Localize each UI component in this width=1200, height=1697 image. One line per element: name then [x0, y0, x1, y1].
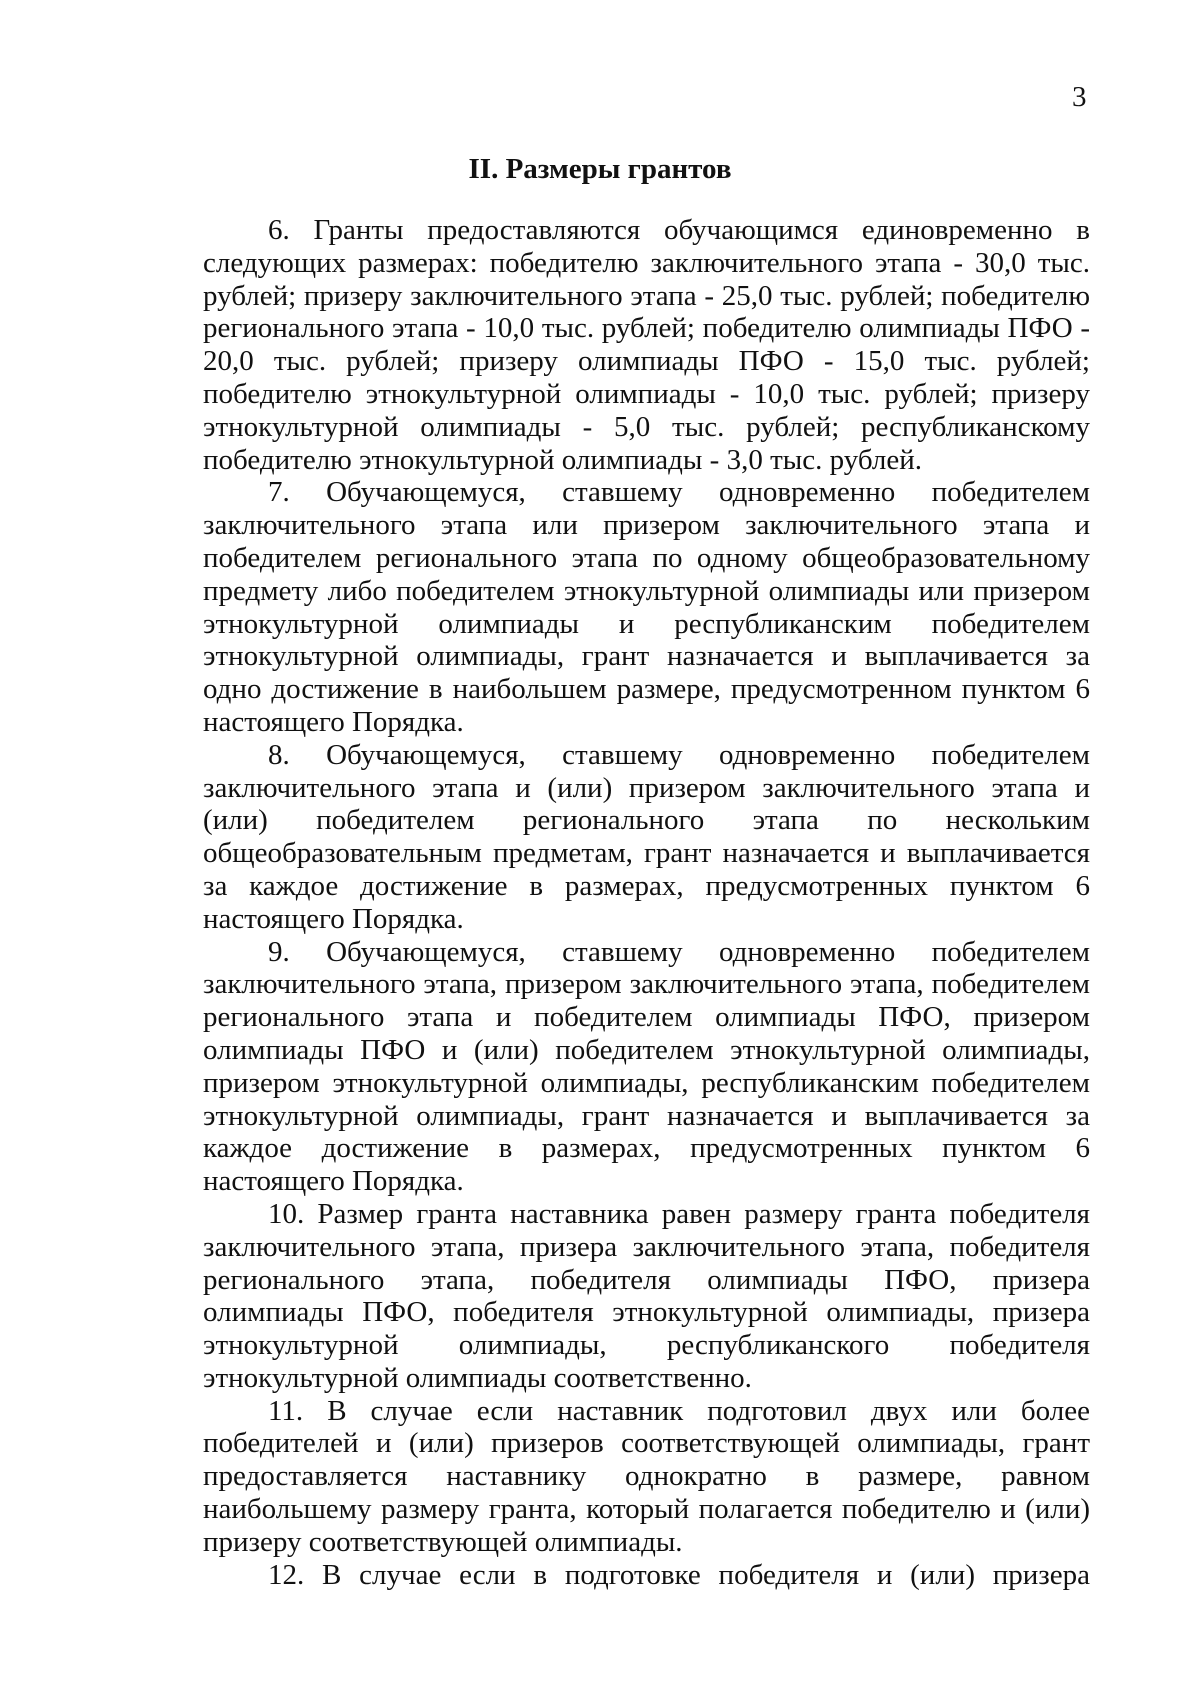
paragraph-6: 6. Гранты предоставляются обучающимся единовременно в следующих размерах: победителю заключительного этапа - 30,0 тыс. рублей; призеру заключительного этапа - 25,0 тыс. рублей; победителю регионального этапа - 10,0 тыс. рублей; победителю олимпиады ПФО - 20,0 тыс. рублей; призеру олимпиады ПФО - 15,0 тыс. рублей; победителю этнокультурной олимпиады - 10,0 тыс. рублей; призеру этнокультурной олимпиады - 5,0 тыс. рублей; республиканскому победителю этнокультурной олимпиады - 3,0 тыс. рублей. [203, 214, 1090, 476]
paragraph-11: 11. В случае если наставник подготовил двух или более победителей и (или) призеров соответствующей олимпиады, грант предоставляется наставнику однократно в размере, равном наибольшему размеру гранта, который полагается победителю и (или) призеру соответствующей олимпиады. [203, 1394, 1090, 1558]
paragraph-7: 7. Обучающемуся, ставшему одновременно победителем заключительного этапа или призером заключительного этапа и победителем регионального этапа по одному общеобразовательному предмету либо победителем этнокультурной олимпиады или призером этнокультурной олимпиады и республиканским победителем этнокультурной олимпиады, грант назначается и выплачивается за одно достижение в наибольшем размере, предусмотренном пунктом 6 настоящего Порядка. [203, 476, 1090, 738]
paragraph-8: 8. Обучающемуся, ставшему одновременно победителем заключительного этапа и (или) призером заключительного этапа и (или) победителем регионального этапа по нескольким общеобразовательным предметам, грант назначается и выплачивается за каждое достижение в размерах, предусмотренных пунктом 6 настоящего Порядка. [203, 738, 1090, 935]
page-number: 3 [1072, 81, 1087, 113]
paragraph-12: 12. В случае если в подготовке победителя и (или) призера [268, 1558, 1090, 1591]
section-title: II. Размеры грантов [468, 153, 732, 185]
paragraph-9: 9. Обучающемуся, ставшему одновременно победителем заключительного этапа, призером заключительного этапа, победителем регионального этапа и победителем олимпиады ПФО, призером олимпиады ПФО и (или) победителем этнокультурной олимпиады, призером этнокультурной олимпиады, республиканским победителем этнокультурной олимпиады, грант назначается и выплачивается за каждое достижение в размерах, предусмотренных пунктом 6 настоящего Порядка. [203, 935, 1090, 1198]
document-body [203, 214, 1090, 1591]
paragraph-10: 10. Размер гранта наставника равен размеру гранта победителя заключительного этапа, призера заключительного этапа, победителя регионального этапа, победителя олимпиады ПФО, призера олимпиады ПФО, победителя этнокультурной олимпиады, призера этнокультурной олимпиады, республиканского победителя этнокультурной олимпиады соответственно. [203, 1197, 1090, 1394]
